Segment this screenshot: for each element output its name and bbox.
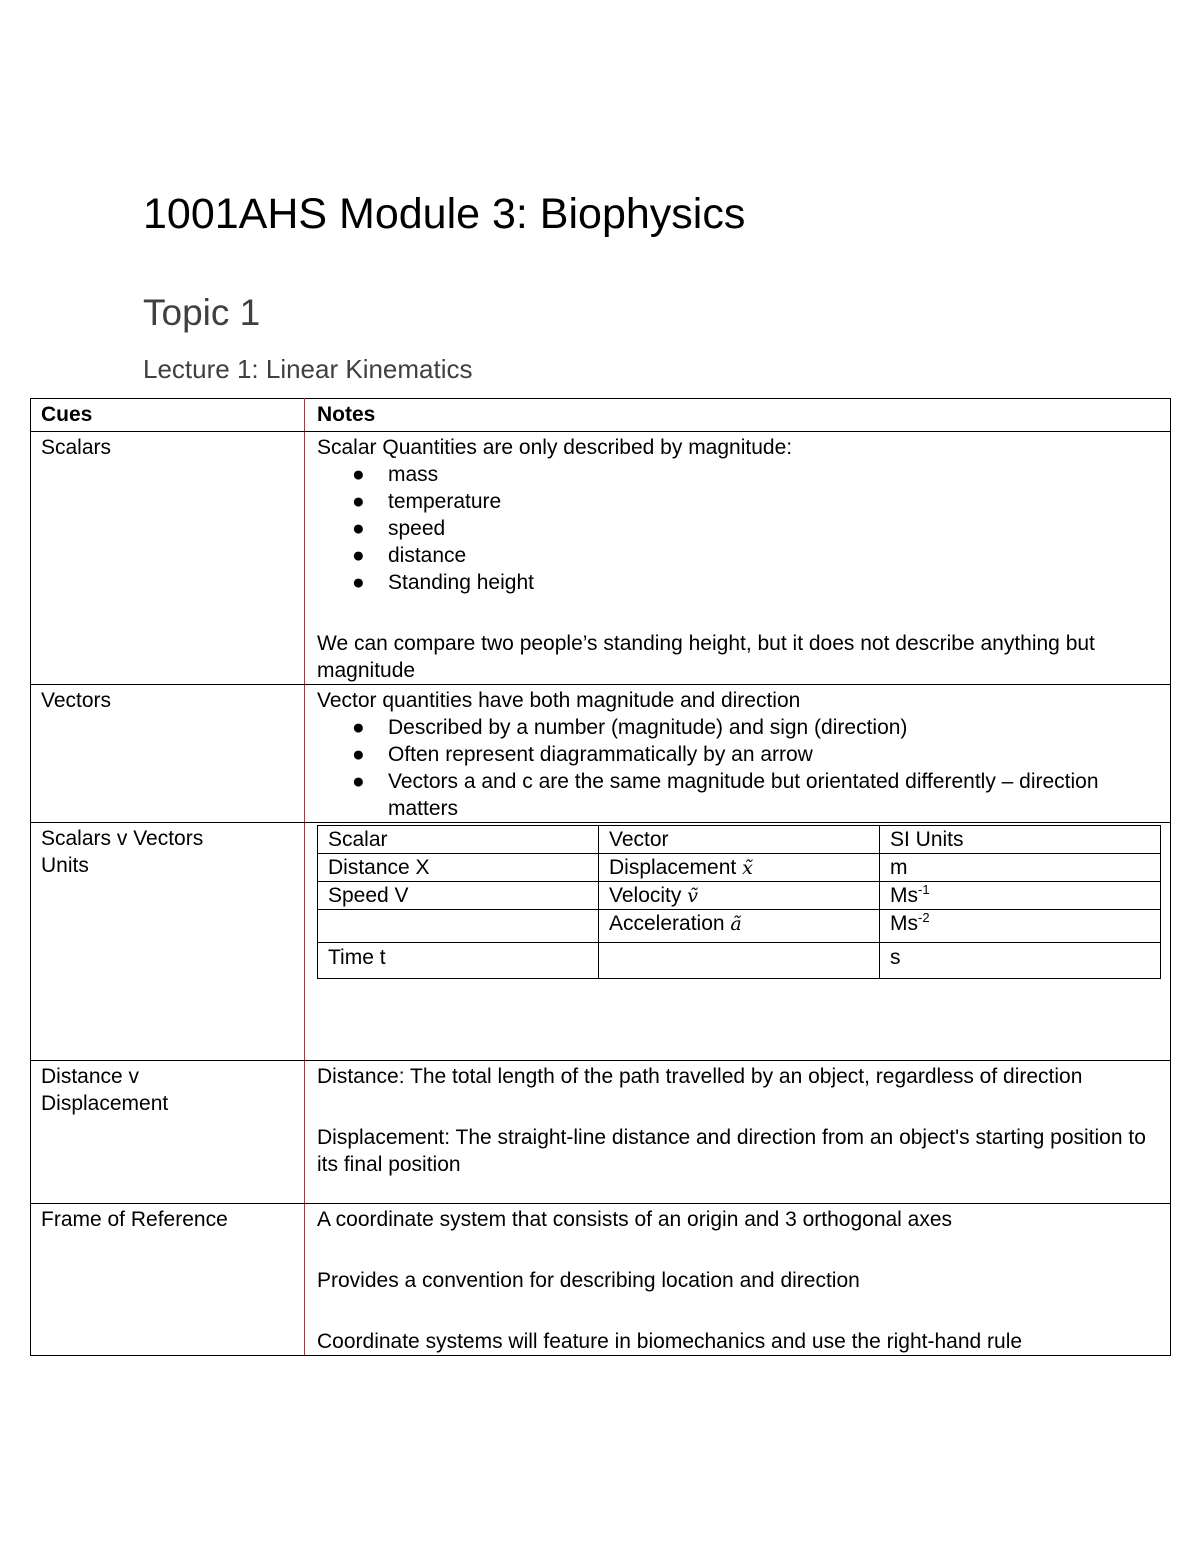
frame-definition: A coordinate system that consists of an origin and 3 orthogonal axes (317, 1208, 953, 1231)
vector-symbol: x̃ (742, 857, 753, 879)
cues-header: Cues (31, 399, 305, 432)
vector-cell: Velocity ṽ (599, 882, 880, 910)
cornell-notes-table (30, 398, 1171, 1356)
table-row-scalars (31, 432, 1171, 685)
table-row-units (31, 823, 1171, 1061)
cue-label: Frame of Reference (41, 1208, 228, 1231)
scalars-intro: Scalar Quantities are only described by magnitude: (317, 436, 793, 459)
notes-header: Notes (305, 399, 1171, 432)
note-cell (305, 1061, 1171, 1204)
vector-symbol: ṽ (687, 885, 698, 907)
table-row (318, 882, 1161, 910)
scalars-note: We can compare two people’s standing height, but it does not describe anything but magnitude (317, 632, 1095, 682)
bullet-icon: ● (352, 490, 365, 513)
distance-definition: Distance: The total length of the path travelled by an object, regardless of direction (317, 1065, 1083, 1088)
frame-coordinate-note: Coordinate systems will feature in biomechanics and use the right-hand rule (317, 1330, 1023, 1353)
note-cell (305, 1204, 1171, 1356)
displacement-definition: Displacement: The straight-line distance and direction from an object's starting position to its final position (317, 1126, 1146, 1176)
scalar-cell (318, 910, 599, 943)
list-item: ● speed (352, 517, 446, 540)
list-item: ● Described by a number (magnitude) and sign (direction) (352, 716, 908, 739)
bullet-icon: ● (352, 517, 365, 540)
frame-convention: Provides a convention for describing location and direction (317, 1269, 860, 1292)
bullet-icon: ● (352, 544, 365, 567)
table-header-row (31, 399, 1171, 432)
units-header-scalar: Scalar (318, 826, 599, 854)
unit-cell: s (880, 943, 1161, 979)
note-cell (305, 685, 1171, 823)
table-row-distance (31, 1061, 1171, 1204)
units-header-vector: Vector (599, 826, 880, 854)
cue-label: Scalars v Vectors (41, 827, 204, 850)
cue-cell (31, 1204, 305, 1356)
cue-label: Scalars (41, 436, 112, 459)
scalar-cell: Time t (318, 943, 599, 979)
unit-cell: $Ms^{-2}$ (880, 910, 1161, 943)
vector-symbol: ã (730, 913, 742, 935)
unit-cell: $Ms^{-1}$ (880, 882, 1161, 910)
bullet-icon: ● (352, 463, 365, 486)
list-item: ● mass (352, 463, 439, 486)
table-row (318, 943, 1161, 979)
unit-cell: m (880, 854, 1161, 882)
list-item: ● Standing height (352, 571, 534, 594)
document-title: 1001AHS Module 3: Biophysics (143, 190, 746, 238)
bullet-icon: ● (352, 770, 365, 793)
scalar-cell: Distance X (318, 854, 599, 882)
cue-label: Units (41, 854, 89, 877)
cue-cell (31, 432, 305, 685)
lecture-heading: Lecture 1: Linear Kinematics (143, 354, 473, 384)
vector-cell: Displacement x̃ (599, 854, 880, 882)
units-header-row (318, 826, 1161, 854)
cue-cell (31, 823, 305, 1061)
table-row (318, 910, 1161, 943)
cue-label: Vectors (41, 689, 112, 712)
list-item: ● temperature (352, 490, 502, 513)
table-row-frame (31, 1204, 1171, 1356)
note-cell (305, 823, 1171, 1061)
units-table (317, 825, 1161, 979)
list-item: ● Often represent diagrammatically by an arrow (352, 743, 813, 766)
note-cell (305, 432, 1171, 685)
vectors-list (317, 714, 1158, 822)
list-item: ● Vectors a and c are the same magnitude but orientated differently – direction matters (352, 770, 1099, 820)
bullet-icon: ● (352, 716, 365, 739)
scalar-cell: Speed V (318, 882, 599, 910)
list-item: ● distance (352, 544, 467, 567)
table-row (318, 854, 1161, 882)
scalars-list (317, 461, 1158, 596)
vectors-intro: Vector quantities have both magnitude and direction (317, 689, 801, 712)
vector-cell: Acceleration ã (599, 910, 880, 943)
cue-label: Displacement (41, 1092, 169, 1115)
cue-cell (31, 685, 305, 823)
cue-cell (31, 1061, 305, 1204)
vector-cell (599, 943, 880, 979)
topic-heading: Topic 1 (143, 292, 261, 333)
table-row-vectors (31, 685, 1171, 823)
bullet-icon: ● (352, 571, 365, 594)
bullet-icon: ● (352, 743, 365, 766)
cue-label: Distance v (41, 1065, 140, 1088)
units-header-si: SI Units (880, 826, 1161, 854)
